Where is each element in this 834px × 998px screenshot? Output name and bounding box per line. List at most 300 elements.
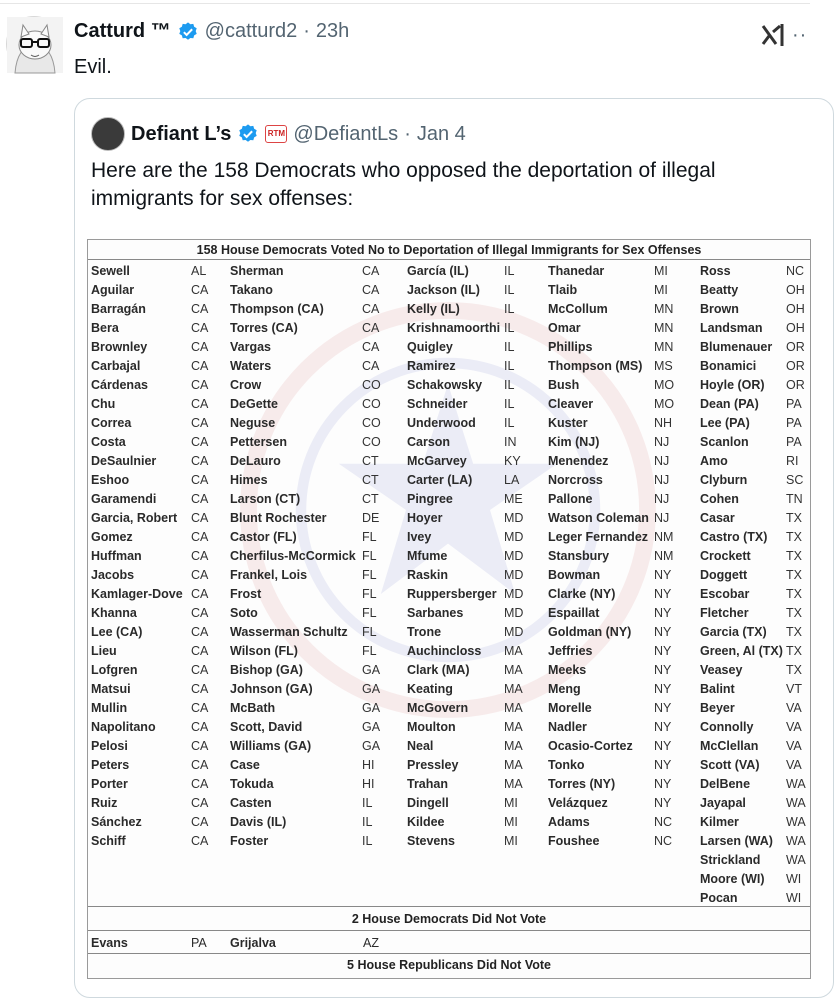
- member-name: Larsen (WA): [700, 834, 773, 848]
- member-row: [407, 661, 547, 680]
- member-state: CA: [191, 606, 209, 620]
- member-name: Carbajal: [91, 359, 141, 373]
- member-state: IL: [504, 397, 515, 411]
- member-name: Norcross: [548, 473, 603, 487]
- member-state: CA: [191, 511, 209, 525]
- member-state: CA: [191, 663, 209, 677]
- section-divider: [88, 906, 810, 907]
- member-row: [230, 794, 406, 813]
- member-state: TX: [786, 606, 802, 620]
- member-row: [407, 756, 547, 775]
- member-state: MA: [504, 701, 523, 715]
- member-row: [548, 319, 698, 338]
- member-row: [548, 395, 698, 414]
- member-state: NJ: [654, 435, 670, 449]
- member-row: [548, 547, 698, 566]
- member-row: [230, 832, 406, 851]
- member-name: Jeffries: [548, 644, 593, 658]
- quoted-display-name[interactable]: Defiant L’s: [131, 122, 232, 145]
- tweet-time[interactable]: 23h: [315, 20, 350, 42]
- member-name: Frost: [230, 587, 262, 601]
- member-state: MI: [654, 283, 668, 297]
- member-row: [407, 528, 547, 547]
- member-state: HI: [362, 777, 375, 791]
- member-row: [700, 585, 812, 604]
- member-name: Green, Al (TX): [700, 644, 783, 658]
- member-name: Beatty: [700, 283, 739, 297]
- member-state: VA: [786, 739, 802, 753]
- member-name: Ivey: [407, 530, 432, 544]
- member-name: DeLauro: [230, 454, 281, 468]
- member-name: Aguilar: [91, 283, 135, 297]
- member-row: [548, 832, 698, 851]
- quoted-tweet[interactable]: [74, 98, 834, 998]
- member-state: MI: [504, 815, 518, 829]
- member-name: Clarke (NY): [548, 587, 616, 601]
- member-state: IL: [362, 815, 373, 829]
- member-row: [230, 661, 406, 680]
- member-row: [407, 585, 547, 604]
- member-state: IL: [504, 416, 515, 430]
- member-name: Carson: [407, 435, 451, 449]
- member-name: Quigley: [407, 340, 453, 354]
- member-row: [230, 395, 406, 414]
- member-name: McClellan: [700, 739, 759, 753]
- member-name: Lee (CA): [91, 625, 143, 639]
- member-row: [91, 661, 231, 680]
- member-name: McBath: [230, 701, 276, 715]
- member-name: Soto: [230, 606, 258, 620]
- member-state: MD: [504, 568, 524, 582]
- member-state: NY: [654, 644, 672, 658]
- member-state: CA: [362, 340, 380, 354]
- member-state: OH: [786, 321, 805, 335]
- member-row: [548, 661, 698, 680]
- member-row: [91, 547, 231, 566]
- member-name: Blunt Rochester: [230, 511, 327, 525]
- member-name: Doggett: [700, 568, 748, 582]
- member-state: NY: [654, 777, 672, 791]
- member-name: McGovern: [407, 701, 469, 715]
- member-name: Pressley: [407, 758, 459, 772]
- member-state: NY: [654, 587, 672, 601]
- member-name: Cohen: [700, 492, 739, 506]
- column-1: [91, 262, 231, 851]
- member-row: [407, 623, 547, 642]
- member-row: [91, 300, 231, 319]
- member-name: Jayapal: [700, 796, 746, 810]
- member-row: [230, 509, 406, 528]
- member-name: Landsman: [700, 321, 763, 335]
- member-row: [407, 490, 547, 509]
- member-name: Brownley: [91, 340, 148, 354]
- member-state: FL: [362, 587, 377, 601]
- member-state: NM: [654, 549, 674, 563]
- member-name: Pallone: [548, 492, 593, 506]
- member-state: CA: [191, 587, 209, 601]
- member-state: VA: [786, 758, 802, 772]
- member-name: Casar: [700, 511, 735, 525]
- member-state: CA: [191, 492, 209, 506]
- member-name: Krishnamoorthi: [407, 321, 501, 335]
- member-row: [91, 566, 231, 585]
- member-name: Garcia, Robert: [91, 511, 178, 525]
- member-name: Kamlager-Dove: [91, 587, 183, 601]
- member-row: [91, 585, 231, 604]
- member-row: [91, 623, 231, 642]
- member-state: WI: [786, 872, 802, 886]
- member-name: Sarbanes: [407, 606, 464, 620]
- member-name: Case: [230, 758, 260, 772]
- member-state: CA: [191, 777, 209, 791]
- member-state: IL: [504, 340, 515, 354]
- member-row: [548, 699, 698, 718]
- member-state: IL: [362, 796, 373, 810]
- member-name: Garcia (TX): [700, 625, 767, 639]
- member-row: [230, 775, 406, 794]
- member-state: CA: [191, 549, 209, 563]
- member-name: Takano: [230, 283, 273, 297]
- member-state: IL: [504, 378, 515, 392]
- member-row: [407, 452, 547, 471]
- member-name: Carter (LA): [407, 473, 473, 487]
- member-state: NJ: [654, 492, 670, 506]
- member-row: [407, 604, 547, 623]
- member-state: CA: [191, 397, 209, 411]
- member-state: NH: [654, 416, 673, 430]
- member-row: [700, 737, 812, 756]
- member-row: [91, 528, 231, 547]
- member-row: [548, 756, 698, 775]
- member-state: CO: [362, 378, 381, 392]
- member-row: [700, 281, 812, 300]
- member-row: [700, 775, 812, 794]
- member-name: Thompson (CA): [230, 302, 324, 316]
- member-state: MD: [504, 606, 524, 620]
- member-name: Velázquez: [548, 796, 608, 810]
- member-row: [407, 414, 547, 433]
- member-name: Mfume: [407, 549, 448, 563]
- member-row: [230, 623, 406, 642]
- member-name: Phillips: [548, 340, 593, 354]
- section-divider: [88, 930, 810, 931]
- member-name: Sewell: [91, 264, 130, 278]
- section-divider: [88, 953, 810, 954]
- member-name: Porter: [91, 777, 128, 791]
- member-row: [91, 775, 231, 794]
- affiliate-badge-icon: RTM: [265, 125, 287, 143]
- member-row: [407, 699, 547, 718]
- display-name[interactable]: Catturd ™: [74, 20, 171, 42]
- member-state: CA: [191, 739, 209, 753]
- member-state: CA: [362, 264, 380, 278]
- member-row: [700, 300, 812, 319]
- member-name: Fletcher: [700, 606, 749, 620]
- member-state: FL: [362, 606, 377, 620]
- member-row: [548, 471, 698, 490]
- avatar[interactable]: [6, 16, 62, 72]
- member-state: HI: [362, 758, 375, 772]
- member-name: Foster: [230, 834, 269, 848]
- member-name: Mullin: [91, 701, 128, 715]
- member-name: Dean (PA): [700, 397, 759, 411]
- verified-badge-icon: [177, 21, 199, 43]
- member-row: [548, 775, 698, 794]
- member-state: TX: [786, 644, 802, 658]
- member-row: [548, 433, 698, 452]
- member-row: [407, 338, 547, 357]
- member-name: Tonko: [548, 758, 585, 772]
- member-name: Amo: [700, 454, 728, 468]
- member-name: Cárdenas: [91, 378, 148, 392]
- member-name: Chu: [91, 397, 116, 411]
- member-row: [700, 433, 812, 452]
- member-name: Escobar: [700, 587, 750, 601]
- member-row: [548, 490, 698, 509]
- member-row: [407, 680, 547, 699]
- member-row: [230, 604, 406, 623]
- member-state: MA: [504, 682, 523, 696]
- vote-list-image[interactable]: [87, 239, 811, 979]
- member-state: AL: [191, 264, 207, 278]
- more-options-icon[interactable]: ··: [792, 24, 808, 46]
- member-row: [407, 832, 547, 851]
- member-state: FL: [362, 549, 377, 563]
- member-row: [91, 832, 231, 851]
- member-name: Khanna: [91, 606, 137, 620]
- member-name: Sánchez: [91, 815, 142, 829]
- member-row: [700, 490, 812, 509]
- republicans-not-voting-title: 5 House Republicans Did Not Vote: [347, 958, 551, 972]
- quoted-date[interactable]: Jan 4: [416, 122, 466, 145]
- member-state: CO: [362, 435, 381, 449]
- member-name: Bishop (GA): [230, 663, 303, 677]
- member-state: CA: [191, 530, 209, 544]
- member-state: TX: [786, 625, 802, 639]
- member-name: Moore (WI): [700, 872, 765, 886]
- member-row: [407, 471, 547, 490]
- member-name: Correa: [91, 416, 132, 430]
- member-state: CA: [191, 340, 209, 354]
- member-name: Leger Fernandez: [548, 530, 649, 544]
- member-name: Peters: [91, 758, 130, 772]
- member-state: WA: [786, 796, 806, 810]
- member-name: Crockett: [700, 549, 751, 563]
- member-row: [700, 395, 812, 414]
- member-row: [700, 718, 812, 737]
- member-name: Clark (MA): [407, 663, 470, 677]
- member-row: [407, 281, 547, 300]
- member-name: Hoyle (OR): [700, 378, 765, 392]
- member-name: Lofgren: [91, 663, 138, 677]
- member-state: LA: [504, 473, 520, 487]
- member-row: [230, 376, 406, 395]
- member-name: Castor (FL): [230, 530, 297, 544]
- member-name: DeSaulnier: [91, 454, 157, 468]
- member-state: NY: [654, 663, 672, 677]
- member-state: MA: [504, 739, 523, 753]
- member-state: TX: [786, 587, 802, 601]
- member-row: [548, 680, 698, 699]
- member-name: Ramirez: [407, 359, 456, 373]
- member-row: [548, 414, 698, 433]
- member-state: IL: [504, 321, 515, 335]
- member-state: MI: [654, 264, 668, 278]
- member-state: FL: [362, 530, 377, 544]
- member-state: GA: [362, 663, 381, 677]
- member-state: TX: [786, 530, 802, 544]
- member-row: [407, 813, 547, 832]
- member-row: [548, 376, 698, 395]
- member-row: [407, 566, 547, 585]
- member-name: Costa: [91, 435, 126, 449]
- member-row: [548, 794, 698, 813]
- member-row: [700, 452, 812, 471]
- member-row: [700, 509, 812, 528]
- member-state: OR: [786, 378, 805, 392]
- member-name: Grijalva: [230, 936, 276, 950]
- member-row: [700, 642, 812, 661]
- member-row: [91, 509, 231, 528]
- member-name: Neal: [407, 739, 434, 753]
- quoted-tweet-text: Here are the 158 Democrats who opposed the deportation of illegal immigrants for sex offenses:: [91, 159, 716, 210]
- member-name: Frankel, Lois: [230, 568, 308, 582]
- member-name: Omar: [548, 321, 581, 335]
- member-name: Trahan: [407, 777, 448, 791]
- column-3: [407, 262, 547, 851]
- top-divider: [0, 0, 810, 4]
- member-state: OH: [786, 283, 805, 297]
- member-state: MD: [504, 530, 524, 544]
- member-name: Goldman (NY): [548, 625, 632, 639]
- member-state: CT: [362, 492, 379, 506]
- member-state: WI: [786, 891, 802, 905]
- member-state: CA: [191, 625, 209, 639]
- member-name: Jacobs: [91, 568, 135, 582]
- member-state: OR: [786, 359, 805, 373]
- member-state: MA: [504, 720, 523, 734]
- member-state: TX: [786, 549, 802, 563]
- member-name: Ruppersberger: [407, 587, 497, 601]
- grok-icon[interactable]: [758, 20, 788, 50]
- member-state: IL: [504, 359, 515, 373]
- quoted-avatar[interactable]: [91, 117, 125, 151]
- member-name: Pingree: [407, 492, 453, 506]
- member-state: NC: [654, 815, 673, 829]
- member-name: Raskin: [407, 568, 448, 582]
- member-row: [407, 433, 547, 452]
- member-state: CT: [362, 454, 379, 468]
- member-row: [91, 604, 231, 623]
- member-row: [407, 718, 547, 737]
- member-row: [548, 566, 698, 585]
- member-state: CA: [191, 720, 209, 734]
- member-row: [548, 300, 698, 319]
- member-name: Ruiz: [91, 796, 118, 810]
- member-name: Pettersen: [230, 435, 287, 449]
- member-row: [91, 699, 231, 718]
- member-name: Kim (NJ): [548, 435, 600, 449]
- member-name: Himes: [230, 473, 268, 487]
- member-name: Auchincloss: [407, 644, 482, 658]
- member-row: [700, 851, 812, 870]
- member-row: [700, 756, 812, 775]
- member-name: Foushee: [548, 834, 600, 848]
- member-row: [700, 870, 812, 889]
- member-name: Bowman: [548, 568, 601, 582]
- member-state: TX: [786, 663, 802, 677]
- member-state: PA: [786, 397, 802, 411]
- member-state: MA: [504, 644, 523, 658]
- member-name: Morelle: [548, 701, 592, 715]
- member-state: CA: [191, 796, 209, 810]
- member-state: TN: [786, 492, 803, 506]
- member-name: Thompson (MS): [548, 359, 643, 373]
- member-state: PA: [786, 435, 802, 449]
- member-name: Espaillat: [548, 606, 600, 620]
- member-name: Sherman: [230, 264, 284, 278]
- member-name: Pelosi: [91, 739, 128, 753]
- quoted-handle[interactable]: @DefiantLs: [293, 122, 399, 145]
- member-state: MO: [654, 397, 675, 411]
- member-name: Stevens: [407, 834, 455, 848]
- member-name: Torres (NY): [548, 777, 616, 791]
- member-state: VA: [786, 701, 802, 715]
- member-row: [700, 262, 812, 281]
- member-name: Tlaib: [548, 283, 578, 297]
- member-row: [548, 585, 698, 604]
- member-state: MD: [504, 587, 524, 601]
- member-row: [91, 262, 231, 281]
- member-row: [230, 452, 406, 471]
- member-state: PA: [191, 936, 207, 950]
- member-state: NY: [654, 758, 672, 772]
- member-row: [700, 376, 812, 395]
- member-state: CA: [191, 473, 209, 487]
- member-state: NY: [654, 720, 672, 734]
- member-name: Torres (CA): [230, 321, 298, 335]
- member-state: GA: [362, 682, 381, 696]
- member-state: NY: [654, 796, 672, 810]
- member-state: CT: [362, 473, 379, 487]
- member-row: [230, 566, 406, 585]
- member-state: CA: [191, 378, 209, 392]
- member-row: [91, 794, 231, 813]
- member-name: Lieu: [91, 644, 117, 658]
- member-state: VA: [786, 720, 802, 734]
- member-row: [548, 718, 698, 737]
- member-name: Kuster: [548, 416, 588, 430]
- member-row: [230, 699, 406, 718]
- member-state: CA: [191, 416, 209, 430]
- member-row: [91, 357, 231, 376]
- user-handle[interactable]: @catturd2: [204, 20, 298, 42]
- member-row: [700, 813, 812, 832]
- member-row: [230, 547, 406, 566]
- member-name: Castro (TX): [700, 530, 768, 544]
- member-row: [407, 547, 547, 566]
- member-state: NJ: [654, 454, 670, 468]
- member-state: NY: [654, 606, 672, 620]
- member-row: [407, 357, 547, 376]
- member-name: Kilmer: [700, 815, 739, 829]
- member-name: Crow: [230, 378, 262, 392]
- column-5: [700, 262, 812, 908]
- member-row: [91, 395, 231, 414]
- member-row: [407, 262, 547, 281]
- member-name: Strickland: [700, 853, 761, 867]
- member-state: WA: [786, 777, 806, 791]
